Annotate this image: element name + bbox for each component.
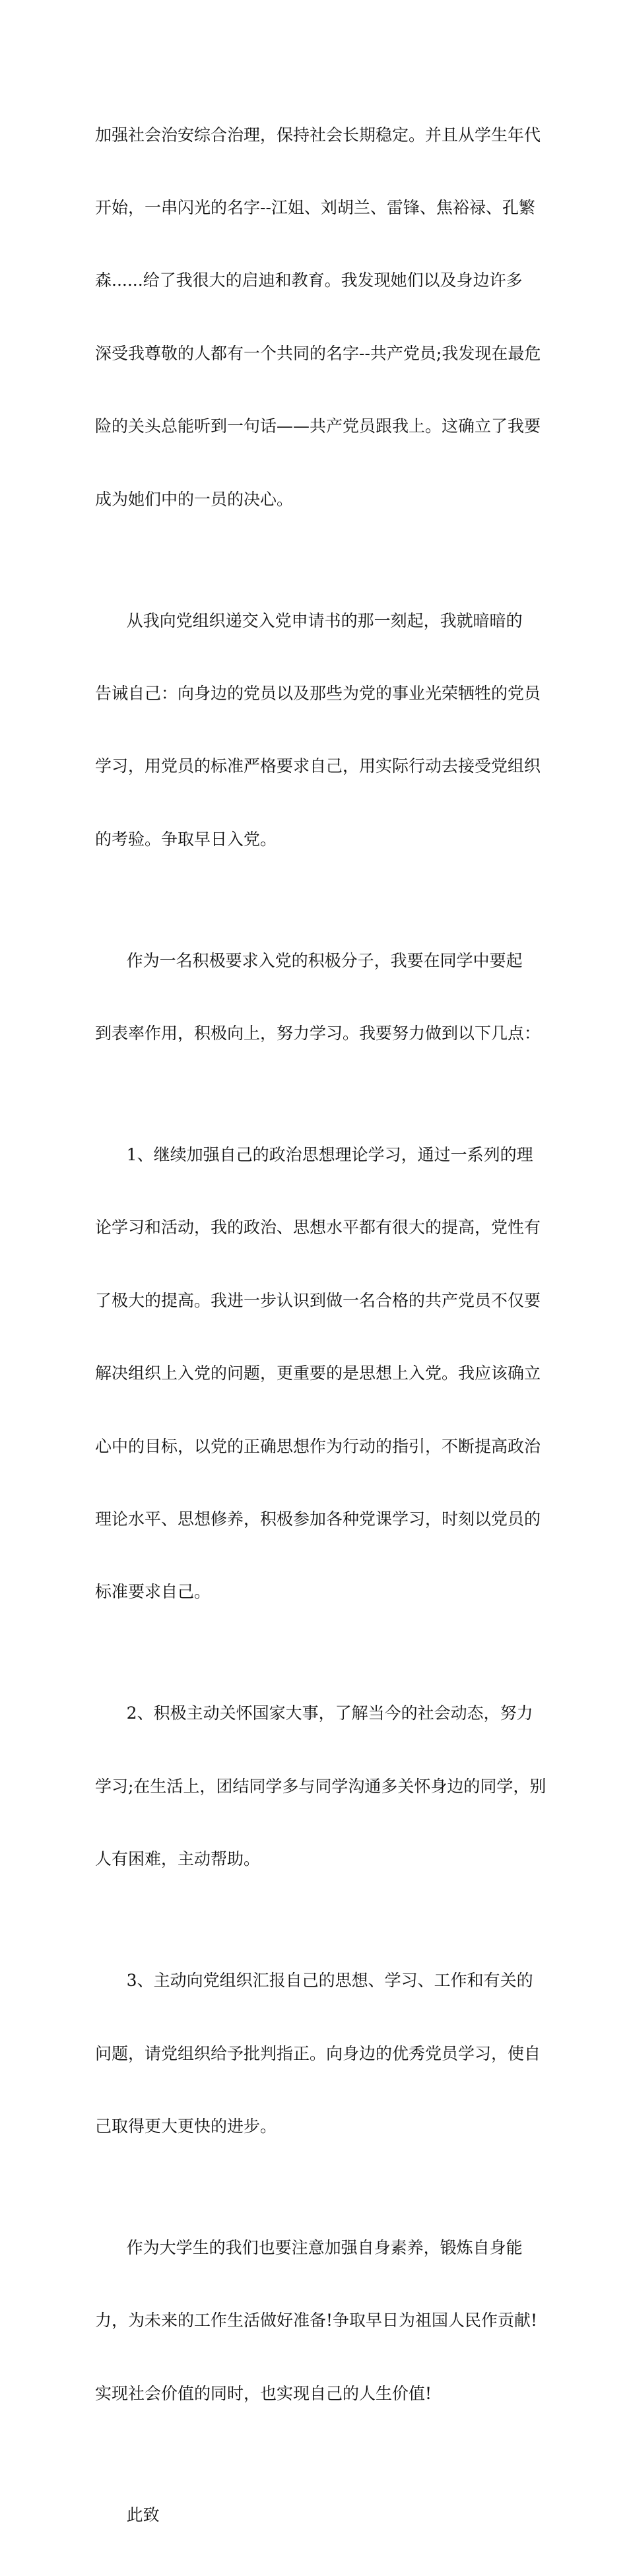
text-line: 理论水平、思想修养，积极参加各种党课学习，时刻以党员的 [95,1509,541,1529]
text-line: 心中的目标，以党的正确思想作为行动的指引，不断提高政治 [95,1436,541,1456]
text-line: 森......给了我很大的启迪和教育。我发现她们以及身边许多 [95,271,523,290]
paragraph-5 [95,1653,546,1921]
text-line: 问题，请党组织给予批判指正。向身边的优秀党员学习，使自 [95,2043,541,2063]
text-line: 学习，用党员的标准严格要求自己，用实际行动去接受党组织 [95,756,541,776]
text-line: 力，为未来的工作生活做好准备!争取早日为祖国人民作贡献! [95,2311,538,2330]
text-line: 险的关头总能听到一句话——共产党员跟我上。这确立了我要 [95,416,541,436]
text-line: 深受我尊敬的人都有一个共同的名字--共产党员;我发现在最危 [95,343,541,363]
text-line: 2、积极主动关怀国家大事，了解当今的社会动态，努力 [95,1703,533,1723]
text-line: 的考验。争取早日入党。 [95,829,277,849]
paragraph-6 [95,1921,541,2188]
text-line: 论学习和活动，我的政治、思想水平都有很大的提高，党性有 [95,1218,541,1238]
text-line: 从我向党组织递交入党申请书的那一刻起，我就暗暗的 [95,611,523,630]
closing-salutation [95,2455,532,2576]
text-line: 1、继续加强自己的政治思想理论学习，通过一系列的理 [95,1145,533,1165]
text-line: 作为大学生的我们也要注意加强自身素养，锻炼自身能 [95,2237,523,2257]
text-line: 学习;在生活上，团结同学多与同学沟通多关怀身边的同学，别 [95,1776,546,1796]
paragraph-2 [95,560,541,900]
text-line: 告诫自己：向身边的党员以及那些为党的事业光荣牺牲的党员 [95,683,541,703]
text-line: 实现社会价值的同时，也实现自己的人生价值! [95,2383,432,2403]
text-line: 此致 [95,2505,160,2525]
text-line: 开始，一串闪光的名字--江姐、刘胡兰、雷锋、焦裕禄、孔繁 [95,197,535,217]
text-line: 3、主动向党组织汇报自己的思想、学习、工作和有关的 [95,1971,533,1991]
text-line: 了极大的提高。我进一步认识到做一名合格的共产党员不仅要 [95,1290,541,1310]
text-line: 解决组织上入党的问题，更重要的是思想上入党。我应该确立 [95,1364,541,1383]
text-line: 己取得更大更快的进步。 [95,2116,277,2136]
text-line: 标准要求自己。 [95,1582,211,1602]
paragraph-7 [95,2187,538,2455]
text-line: 到表率作用，积极向上，努力学习。我要努力做到以下几点： [95,1024,541,1043]
text-line: 人有困难，主动帮助。 [95,1849,261,1869]
text-line: 作为一名积极要求入党的积极分子，我要在同学中要起 [95,950,523,970]
text-line: 加强社会治安综合治理，保持社会长期稳定。并且从学生年代 [95,125,541,145]
paragraph-3 [95,900,541,1094]
text-line: 成为她们中的一员的决心。 [95,489,294,509]
document-body [95,75,546,2576]
paragraph-1 [95,75,541,560]
paragraph-4 [95,1094,541,1653]
